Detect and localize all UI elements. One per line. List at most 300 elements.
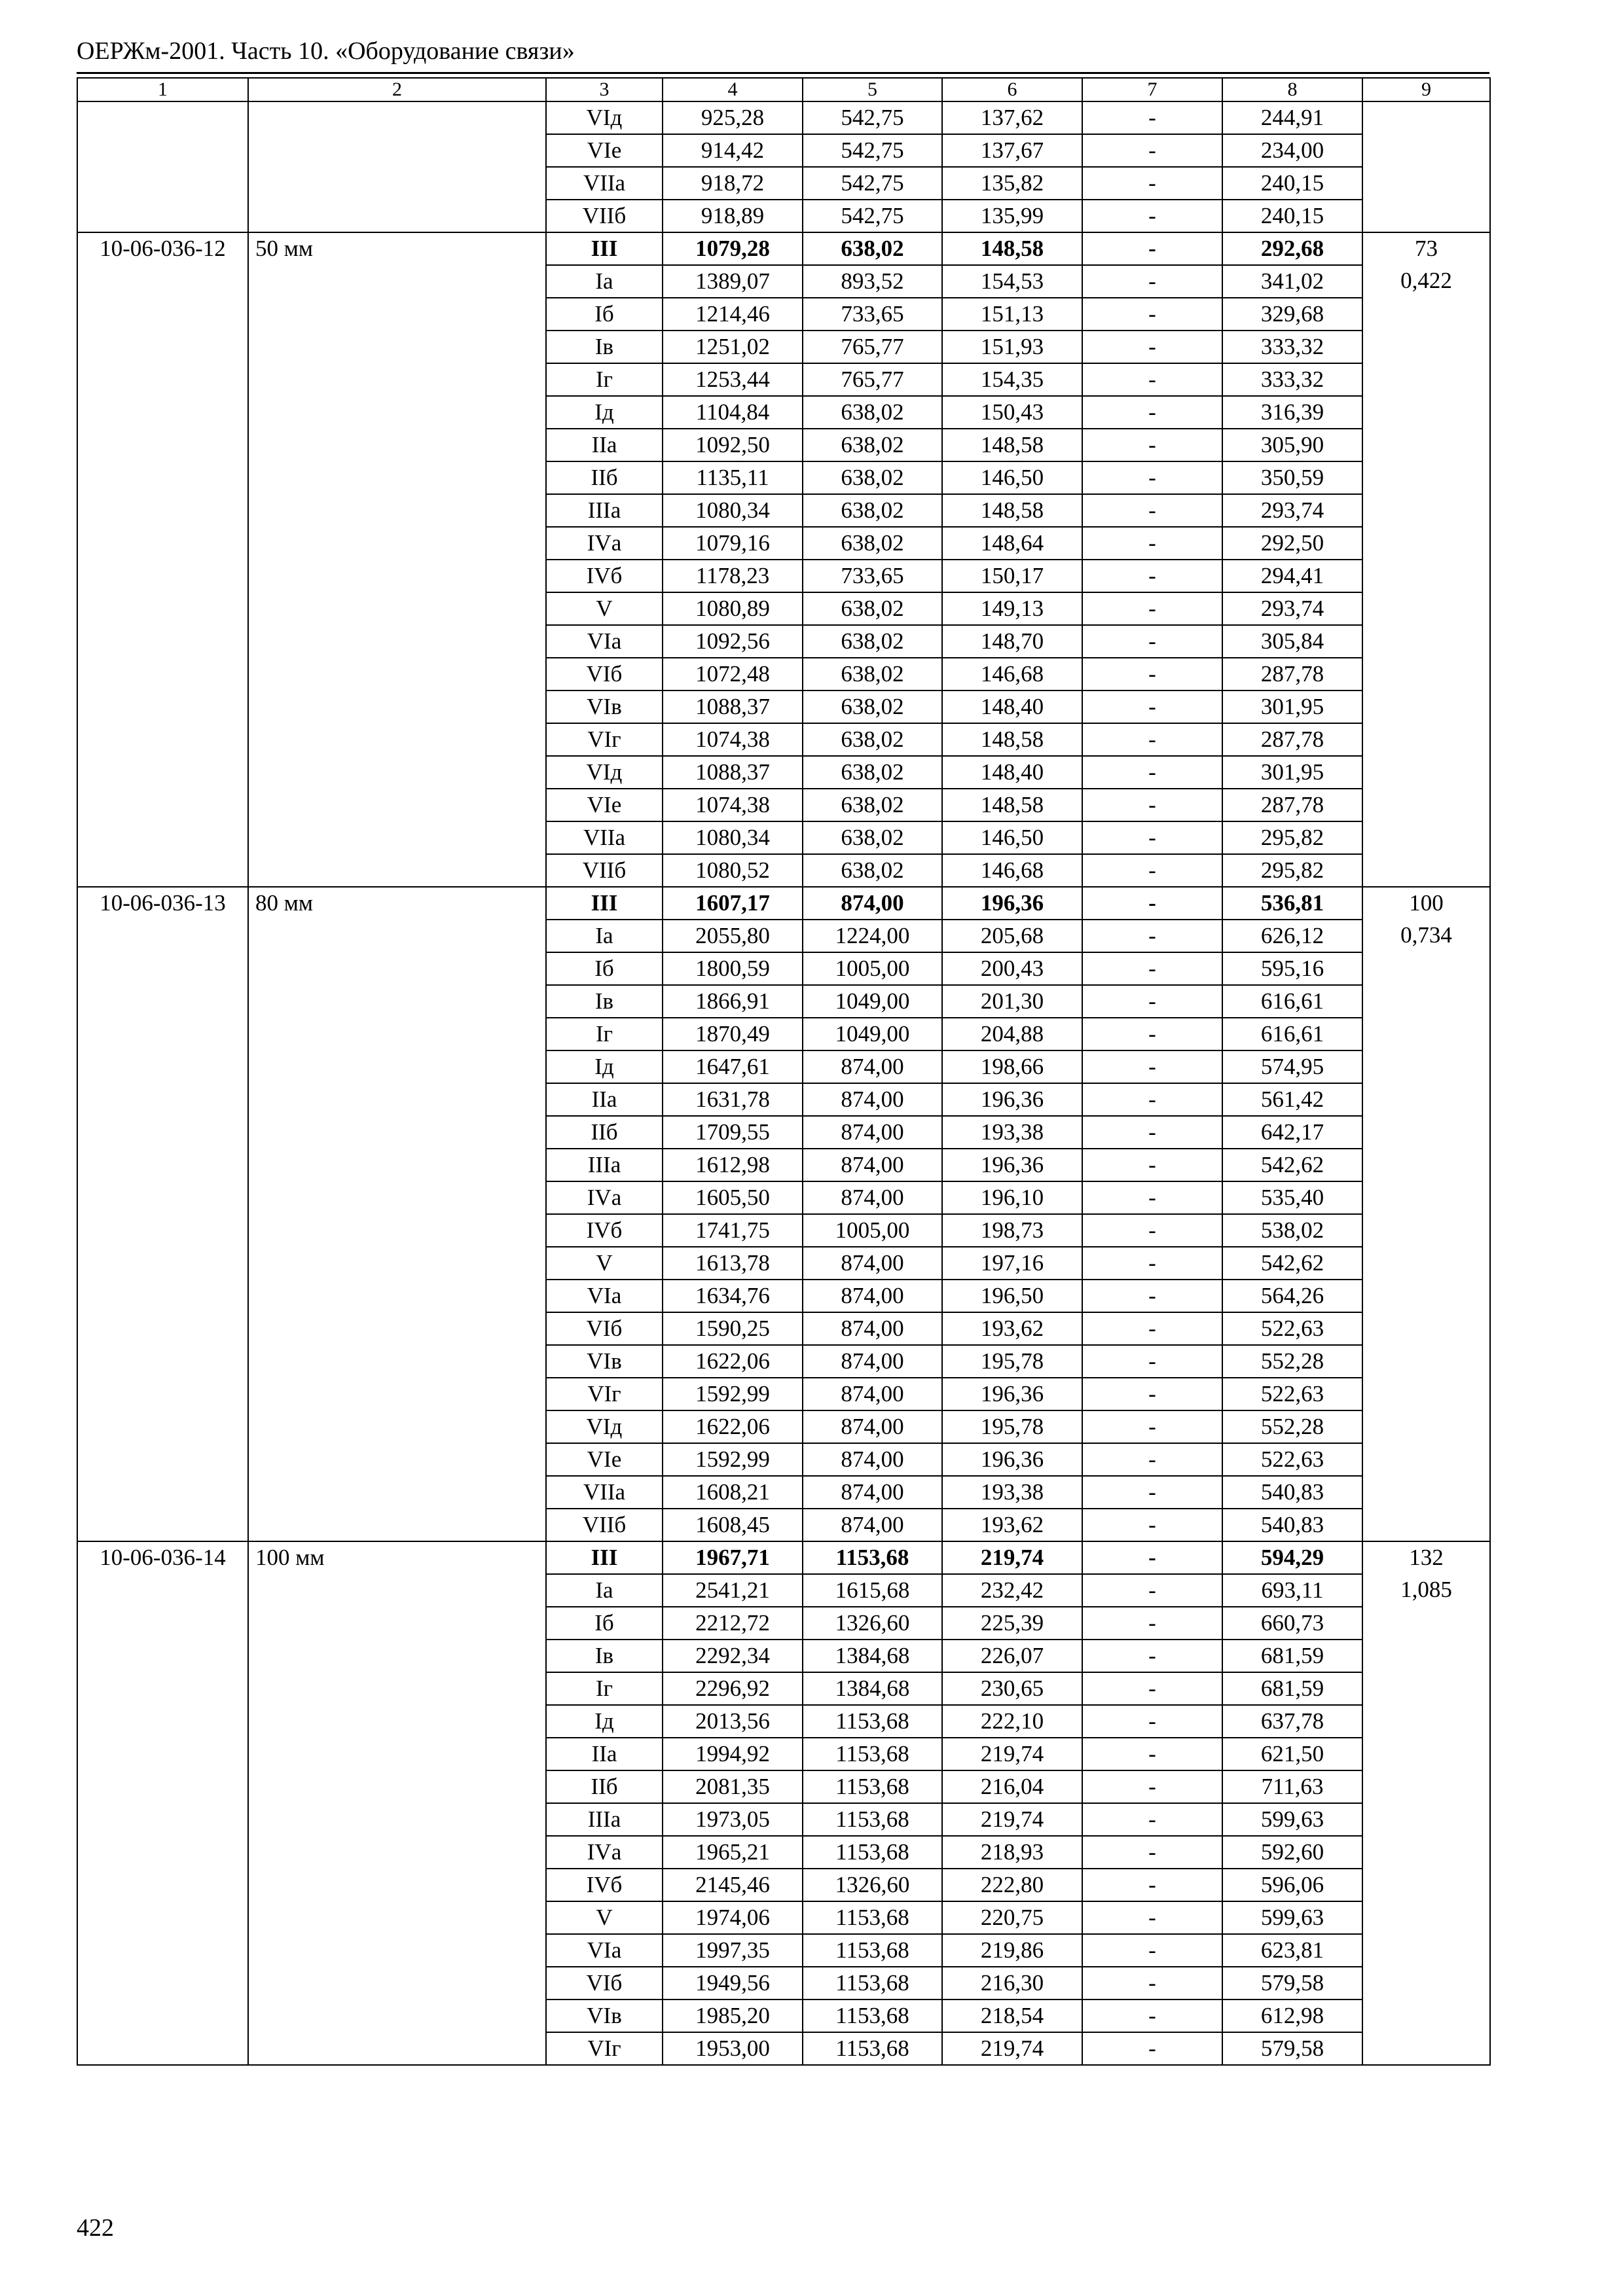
value-cell: 301,95 [1222,691,1362,723]
value-cell: 1088,37 [663,691,803,723]
value-cell: - [1082,527,1222,560]
value-cell: 638,02 [803,527,942,560]
rate-code-cell [77,1280,248,1312]
value-cell: 1153,68 [803,1901,942,1934]
zone-cell: Iа [546,1574,663,1607]
value-cell: 1178,23 [663,560,803,592]
rate-name-cell [248,494,546,527]
rate-code-cell [77,265,248,298]
value-cell: 200,43 [942,952,1082,985]
col9-cell [1362,789,1490,821]
table-row [77,2000,1490,2032]
value-cell: 638,02 [803,461,942,494]
table-row [77,134,1490,167]
value-cell: 874,00 [803,1280,942,1312]
rate-code-cell [77,1443,248,1476]
table-row [77,1410,1490,1443]
rate-name-cell [248,1934,546,1967]
value-cell: 616,61 [1222,1018,1362,1050]
rate-code-cell [77,298,248,331]
rate-name-cell: 80 мм [248,887,546,920]
value-cell: 148,40 [942,691,1082,723]
value-cell: 874,00 [803,1149,942,1181]
rate-name-cell [248,1770,546,1803]
rate-code-cell [77,1509,248,1541]
value-cell: 637,78 [1222,1705,1362,1738]
rate-name-cell [248,1803,546,1836]
col9-cell [1362,1410,1490,1443]
zone-cell: VIIа [546,821,663,854]
table-row [77,1869,1490,1901]
col9-cell: 100 [1362,887,1490,920]
table-row [77,1083,1490,1116]
value-cell: 1389,07 [663,265,803,298]
value-cell: 1080,52 [663,854,803,887]
value-cell: 1608,45 [663,1509,803,1541]
rate-name-cell [248,1640,546,1672]
zone-cell: Iд [546,1705,663,1738]
rate-name-cell [248,265,546,298]
rate-name-cell [248,1967,546,2000]
value-cell: 1253,44 [663,363,803,396]
zone-cell: VIв [546,691,663,723]
value-cell: 146,68 [942,854,1082,887]
col9-cell [1362,1705,1490,1738]
value-cell: 1080,34 [663,494,803,527]
value-cell: 596,06 [1222,1869,1362,1901]
col9-cell [1362,1672,1490,1705]
rate-name-cell [248,461,546,494]
rate-name-cell [248,592,546,625]
value-cell: 638,02 [803,429,942,461]
value-cell: 137,62 [942,101,1082,134]
value-cell: 193,62 [942,1312,1082,1345]
value-cell: 733,65 [803,298,942,331]
value-cell: - [1082,1705,1222,1738]
rate-code-cell [77,1181,248,1214]
value-cell: - [1082,592,1222,625]
value-cell: - [1082,691,1222,723]
rate-code-cell [77,625,248,658]
rate-name-cell [248,2000,546,2032]
rate-name-cell [248,1312,546,1345]
value-cell: 292,50 [1222,527,1362,560]
value-cell: 681,59 [1222,1672,1362,1705]
rate-code-cell [77,1901,248,1934]
value-cell: 612,98 [1222,2000,1362,2032]
rate-name-cell [248,1869,546,1901]
col9-cell [1362,200,1490,232]
zone-cell: VIIб [546,854,663,887]
value-cell: 196,36 [942,1378,1082,1410]
table-row [77,1181,1490,1214]
rate-name-cell [248,658,546,691]
value-cell: - [1082,985,1222,1018]
value-cell: 1080,34 [663,821,803,854]
value-cell: - [1082,1378,1222,1410]
zone-cell: VIв [546,2000,663,2032]
value-cell: 1965,21 [663,1836,803,1869]
zone-cell: Iг [546,1672,663,1705]
rate-name-cell [248,1345,546,1378]
value-cell: 1153,68 [803,1541,942,1574]
col9-cell [1362,756,1490,789]
rate-name-cell [248,1410,546,1443]
value-cell: - [1082,1509,1222,1541]
rate-name-cell [248,1083,546,1116]
value-cell: - [1082,1410,1222,1443]
zone-cell: VIIб [546,1509,663,1541]
value-cell: - [1082,920,1222,952]
table-row [77,658,1490,691]
col9-cell [1362,1214,1490,1247]
value-cell: 219,74 [942,1738,1082,1770]
table-row [77,1672,1490,1705]
value-cell: - [1082,1803,1222,1836]
rate-name-cell [248,789,546,821]
value-cell: 150,43 [942,396,1082,429]
table-row [77,265,1490,298]
value-cell: - [1082,1770,1222,1803]
col9-cell [1362,2000,1490,2032]
rate-name-cell [248,952,546,985]
value-cell: 535,40 [1222,1181,1362,1214]
rate-code-cell [77,658,248,691]
value-cell: 148,64 [942,527,1082,560]
rate-code-cell [77,1640,248,1672]
zone-cell: VIб [546,1312,663,1345]
rate-code-cell [77,363,248,396]
col9-cell: 0,734 [1362,920,1490,952]
value-cell: 1326,60 [803,1607,942,1640]
value-cell: 193,38 [942,1116,1082,1149]
value-cell: 316,39 [1222,396,1362,429]
value-cell: 341,02 [1222,265,1362,298]
value-cell: 196,36 [942,1083,1082,1116]
zone-cell: IVб [546,560,663,592]
value-cell: 638,02 [803,494,942,527]
rate-code-cell [77,920,248,952]
rate-code-cell [77,134,248,167]
value-cell: - [1082,1738,1222,1770]
value-cell: 874,00 [803,1410,942,1443]
value-cell: - [1082,1083,1222,1116]
column-number-row [77,78,1490,101]
value-cell: 874,00 [803,1378,942,1410]
value-cell: 295,82 [1222,821,1362,854]
value-cell: 874,00 [803,1116,942,1149]
table-row [77,1574,1490,1607]
value-cell: 244,91 [1222,101,1362,134]
value-cell: 287,78 [1222,789,1362,821]
rate-name-cell [248,1018,546,1050]
table-row [77,985,1490,1018]
value-cell: 1384,68 [803,1640,942,1672]
rate-name-cell [248,2032,546,2065]
value-cell: - [1082,1967,1222,2000]
col9-cell [1362,723,1490,756]
value-cell: 225,39 [942,1607,1082,1640]
col9-cell [1362,592,1490,625]
col9-cell: 73 [1362,232,1490,265]
rate-name-cell: 50 мм [248,232,546,265]
value-cell: 137,67 [942,134,1082,167]
value-cell: 1074,38 [663,723,803,756]
value-cell: 1135,11 [663,461,803,494]
value-cell: 893,52 [803,265,942,298]
zone-cell: IIб [546,1116,663,1149]
table-row [77,854,1490,887]
rate-code-cell [77,1836,248,1869]
value-cell: - [1082,1934,1222,1967]
value-cell: 2081,35 [663,1770,803,1803]
rate-name-cell [248,1607,546,1640]
column-number: 6 [942,78,1082,101]
table-row [77,592,1490,625]
value-cell: - [1082,101,1222,134]
rate-code-cell [77,1018,248,1050]
col9-cell: 1,085 [1362,1574,1490,1607]
value-cell: 240,15 [1222,200,1362,232]
rate-code-cell [77,1149,248,1181]
value-cell: - [1082,560,1222,592]
value-cell: - [1082,1607,1222,1640]
value-cell: 1613,78 [663,1247,803,1280]
value-cell: - [1082,396,1222,429]
rate-code-cell [77,1050,248,1083]
rate-code-cell [77,1738,248,1770]
rate-code-cell [77,1770,248,1803]
value-cell: 1153,68 [803,2032,942,2065]
col9-cell [1362,363,1490,396]
value-cell: 1153,68 [803,1705,942,1738]
rate-name-cell [248,1149,546,1181]
rate-name-cell [248,756,546,789]
table-row [77,1280,1490,1312]
table-row [77,723,1490,756]
rate-name-cell [248,200,546,232]
value-cell: 219,74 [942,1803,1082,1836]
rate-name-cell [248,920,546,952]
value-cell: 151,13 [942,298,1082,331]
rate-code-cell [77,723,248,756]
value-cell: 148,58 [942,429,1082,461]
column-number: 7 [1082,78,1222,101]
zone-cell: VIIа [546,167,663,200]
value-cell: 542,62 [1222,1247,1362,1280]
value-cell: 1590,25 [663,1312,803,1345]
table-row [77,1541,1490,1574]
value-cell: 287,78 [1222,723,1362,756]
value-cell: 733,65 [803,560,942,592]
rate-name-cell [248,167,546,200]
value-cell: 154,53 [942,265,1082,298]
value-cell: 195,78 [942,1345,1082,1378]
table-row [77,396,1490,429]
value-cell: 1634,76 [663,1280,803,1312]
rate-code-cell [77,789,248,821]
value-cell: 1647,61 [663,1050,803,1083]
zone-cell: VIе [546,789,663,821]
rate-code-cell [77,1083,248,1116]
rate-code-cell [77,952,248,985]
table-row [77,429,1490,461]
value-cell: 1072,48 [663,658,803,691]
value-cell: 638,02 [803,625,942,658]
zone-cell: Iб [546,952,663,985]
value-cell: 333,32 [1222,363,1362,396]
col9-cell [1362,298,1490,331]
value-cell: - [1082,658,1222,691]
value-cell: 552,28 [1222,1345,1362,1378]
col9-cell [1362,1934,1490,1967]
rate-code-cell [77,429,248,461]
rate-code-cell [77,1476,248,1509]
value-cell: 148,70 [942,625,1082,658]
value-cell: - [1082,298,1222,331]
zone-cell: Iв [546,331,663,363]
value-cell: - [1082,134,1222,167]
col9-cell [1362,1967,1490,2000]
value-cell: 222,80 [942,1869,1082,1901]
table-row [77,461,1490,494]
col9-cell [1362,1607,1490,1640]
value-cell: 1326,60 [803,1869,942,1901]
col9-cell [1362,1312,1490,1345]
rate-code-cell [77,1934,248,1967]
value-cell: 230,65 [942,1672,1082,1705]
rate-code-cell [77,1869,248,1901]
zone-cell: IVб [546,1214,663,1247]
value-cell: 205,68 [942,920,1082,952]
zone-cell: VIг [546,1378,663,1410]
col9-cell [1362,331,1490,363]
value-cell: 542,75 [803,200,942,232]
value-cell: 1214,46 [663,298,803,331]
value-cell: - [1082,1280,1222,1312]
value-cell: 219,86 [942,1934,1082,1967]
value-cell: - [1082,1050,1222,1083]
table-row [77,1476,1490,1509]
rate-code-cell [77,1410,248,1443]
value-cell: 623,81 [1222,1934,1362,1967]
value-cell: - [1082,232,1222,265]
value-cell: 329,68 [1222,298,1362,331]
zone-cell: III [546,232,663,265]
table-row [77,1149,1490,1181]
value-cell: - [1082,1476,1222,1509]
value-cell: 196,50 [942,1280,1082,1312]
value-cell: 874,00 [803,1050,942,1083]
table-row [77,1738,1490,1770]
table-row [77,887,1490,920]
table-row [77,331,1490,363]
value-cell: 1622,06 [663,1410,803,1443]
rate-name-cell [248,331,546,363]
col9-cell [1362,1901,1490,1934]
table-row [77,1770,1490,1803]
rate-name-cell [248,625,546,658]
value-cell: 1870,49 [663,1018,803,1050]
value-cell: 522,63 [1222,1312,1362,1345]
value-cell: 151,93 [942,331,1082,363]
value-cell: - [1082,887,1222,920]
value-cell: 638,02 [803,756,942,789]
value-cell: 579,58 [1222,1967,1362,2000]
value-cell: 1153,68 [803,1738,942,1770]
zone-cell: IVа [546,1836,663,1869]
value-cell: 2055,80 [663,920,803,952]
value-cell: 1092,56 [663,625,803,658]
table-row [77,1967,1490,2000]
value-cell: 1607,17 [663,887,803,920]
table-row [77,1705,1490,1738]
col9-cell [1362,1247,1490,1280]
rate-name-cell: 100 мм [248,1541,546,1574]
value-cell: 1079,16 [663,527,803,560]
value-cell: 219,74 [942,2032,1082,2065]
rate-name-cell [248,691,546,723]
value-cell: 135,82 [942,167,1082,200]
value-cell: 638,02 [803,854,942,887]
rate-name-cell [248,1247,546,1280]
value-cell: 2013,56 [663,1705,803,1738]
column-number: 9 [1362,78,1490,101]
value-cell: - [1082,331,1222,363]
page-header: ОЕРЖм-2001. Часть 10. «Оборудование связи» [77,37,575,65]
table-row [77,101,1490,134]
col9-cell [1362,658,1490,691]
value-cell: 1994,92 [663,1738,803,1770]
value-cell: - [1082,2000,1222,2032]
rate-name-cell [248,1476,546,1509]
value-cell: 711,63 [1222,1770,1362,1803]
col9-cell [1362,1869,1490,1901]
value-cell: 1709,55 [663,1116,803,1149]
rate-code-cell [77,200,248,232]
value-cell: 540,83 [1222,1476,1362,1509]
value-cell: - [1082,1443,1222,1476]
zone-cell: Iб [546,298,663,331]
value-cell: 1974,06 [663,1901,803,1934]
zone-cell: V [546,1247,663,1280]
col9-cell [1362,134,1490,167]
value-cell: 1985,20 [663,2000,803,2032]
value-cell: 1997,35 [663,1934,803,1967]
rate-code-cell [77,1214,248,1247]
rate-code-cell [77,1378,248,1410]
value-cell: 1079,28 [663,232,803,265]
col9-cell [1362,1738,1490,1770]
zone-cell: VIд [546,756,663,789]
zone-cell: VIв [546,1345,663,1378]
value-cell: - [1082,854,1222,887]
rate-name-cell [248,1574,546,1607]
value-cell: 1622,06 [663,1345,803,1378]
table-row [77,756,1490,789]
zone-cell: III [546,1541,663,1574]
value-cell: - [1082,1181,1222,1214]
table-row [77,1345,1490,1378]
zone-cell: Iд [546,1050,663,1083]
value-cell: 579,58 [1222,2032,1362,2065]
zone-cell: VIд [546,1410,663,1443]
col9-cell [1362,1803,1490,1836]
zone-cell: VIг [546,2032,663,2065]
value-cell: 642,17 [1222,1116,1362,1149]
table-row [77,1803,1490,1836]
rate-code-cell: 10-06-036-12 [77,232,248,265]
